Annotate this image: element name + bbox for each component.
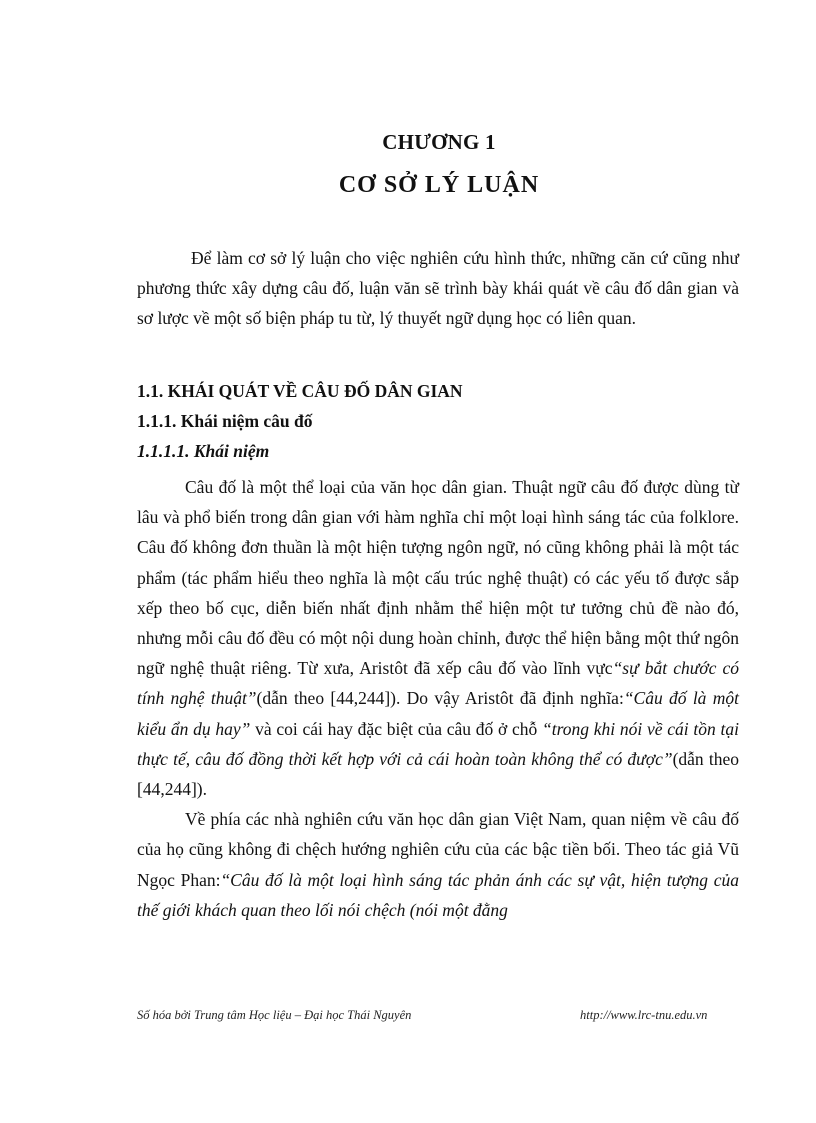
paragraph-definition-cont: và coi cái hay đặc biệt của câu đố ở chỗ xyxy=(250,718,543,739)
paragraph-vietnam-text: Về phía các nhà nghiên cứu văn học dân gian Việt Nam, quan niệm về câu đố của họ cũng không đi chệch hướng nghiên cứu của các bậc tiền bối. Theo tác giả Vũ Ngọc Phan: xyxy=(137,809,739,890)
section-heading-1: 1.1. KHÁI QUÁT VỀ CÂU ĐỐ DÂN GIAN xyxy=(137,381,463,401)
main-text-block xyxy=(137,472,739,925)
quote-reality: “trong khi nói về cái tồn tại thực tế, câu đố đồng thời kết hợp với cả cái hoàn toàn không thể có được” xyxy=(137,718,739,769)
footer-url: http://www.lrc-tnu.edu.vn xyxy=(580,1008,708,1022)
quote-vu-ngoc-phan: “Câu đố là một loại hình sáng tác phản ánh các sự vật, hiện tượng của thế giới khách quan theo lối nói chệch (nói một đằng xyxy=(137,869,739,920)
section-heading-block xyxy=(137,376,739,467)
citation-2: (dẫn theo [44,244]). xyxy=(137,748,739,800)
chapter-number: CHƯƠNG 1 xyxy=(382,130,496,154)
footer-source: Số hóa bởi Trung tâm Học liệu – Đại học Thái Nguyên xyxy=(137,1008,412,1022)
chapter-title: CƠ SỞ LÝ LUẬN xyxy=(338,172,540,198)
quote-imitation: “sự bắt chước có tính nghệ thuật” xyxy=(137,658,739,709)
paragraph-definition-text: Câu đố là một thể loại của văn học dân gian. Thuật ngữ câu đố được dùng từ lâu và phổ biến trong dân gian với hàm nghĩa chỉ một loại hình sáng tác của folklore. Câu đố không đơn thuần là một hiện tượng ngôn ngữ, nó cũng không phải là một tác phẩm (tác phẩm hiểu theo nghĩa là một cấu trúc nghệ thuật) có các yếu tố được sắp xếp theo bố cục, diễn biến nhất định nhằm thể hiện một tư tưởng chủ đề nào đó, nhưng mỗi câu đố đều có một nội dung hoàn chỉnh, được thể hiện bằng một thứ ngôn ngữ nghệ thuật riêng. Từ xưa, Aristôt đã xếp câu đố vào lĩnh vực xyxy=(137,477,739,679)
quote-metaphor: “Câu đố là một kiểu ẩn dụ hay” xyxy=(137,688,739,739)
citation-1: (dẫn theo [44,244]). Do vậy Aristôt đã định nghĩa: xyxy=(256,688,624,709)
intro-paragraph: Để làm cơ sở lý luận cho việc nghiên cứu hình thức, những căn cứ cũng như phương thức xây dựng câu đố, luận văn sẽ trình bày khái quát về câu đố dân gian và sơ lược về một số biện pháp tu từ, lý thuyết ngữ dụng học có liên quan. xyxy=(137,248,739,329)
paragraph-vietnam xyxy=(137,804,739,925)
section-heading-3: 1.1.1.1. Khái niệm xyxy=(137,441,270,462)
intro-block xyxy=(137,243,739,334)
paragraph-definition xyxy=(137,472,739,804)
section-heading-2: 1.1.1. Khái niệm câu đố xyxy=(137,411,313,432)
